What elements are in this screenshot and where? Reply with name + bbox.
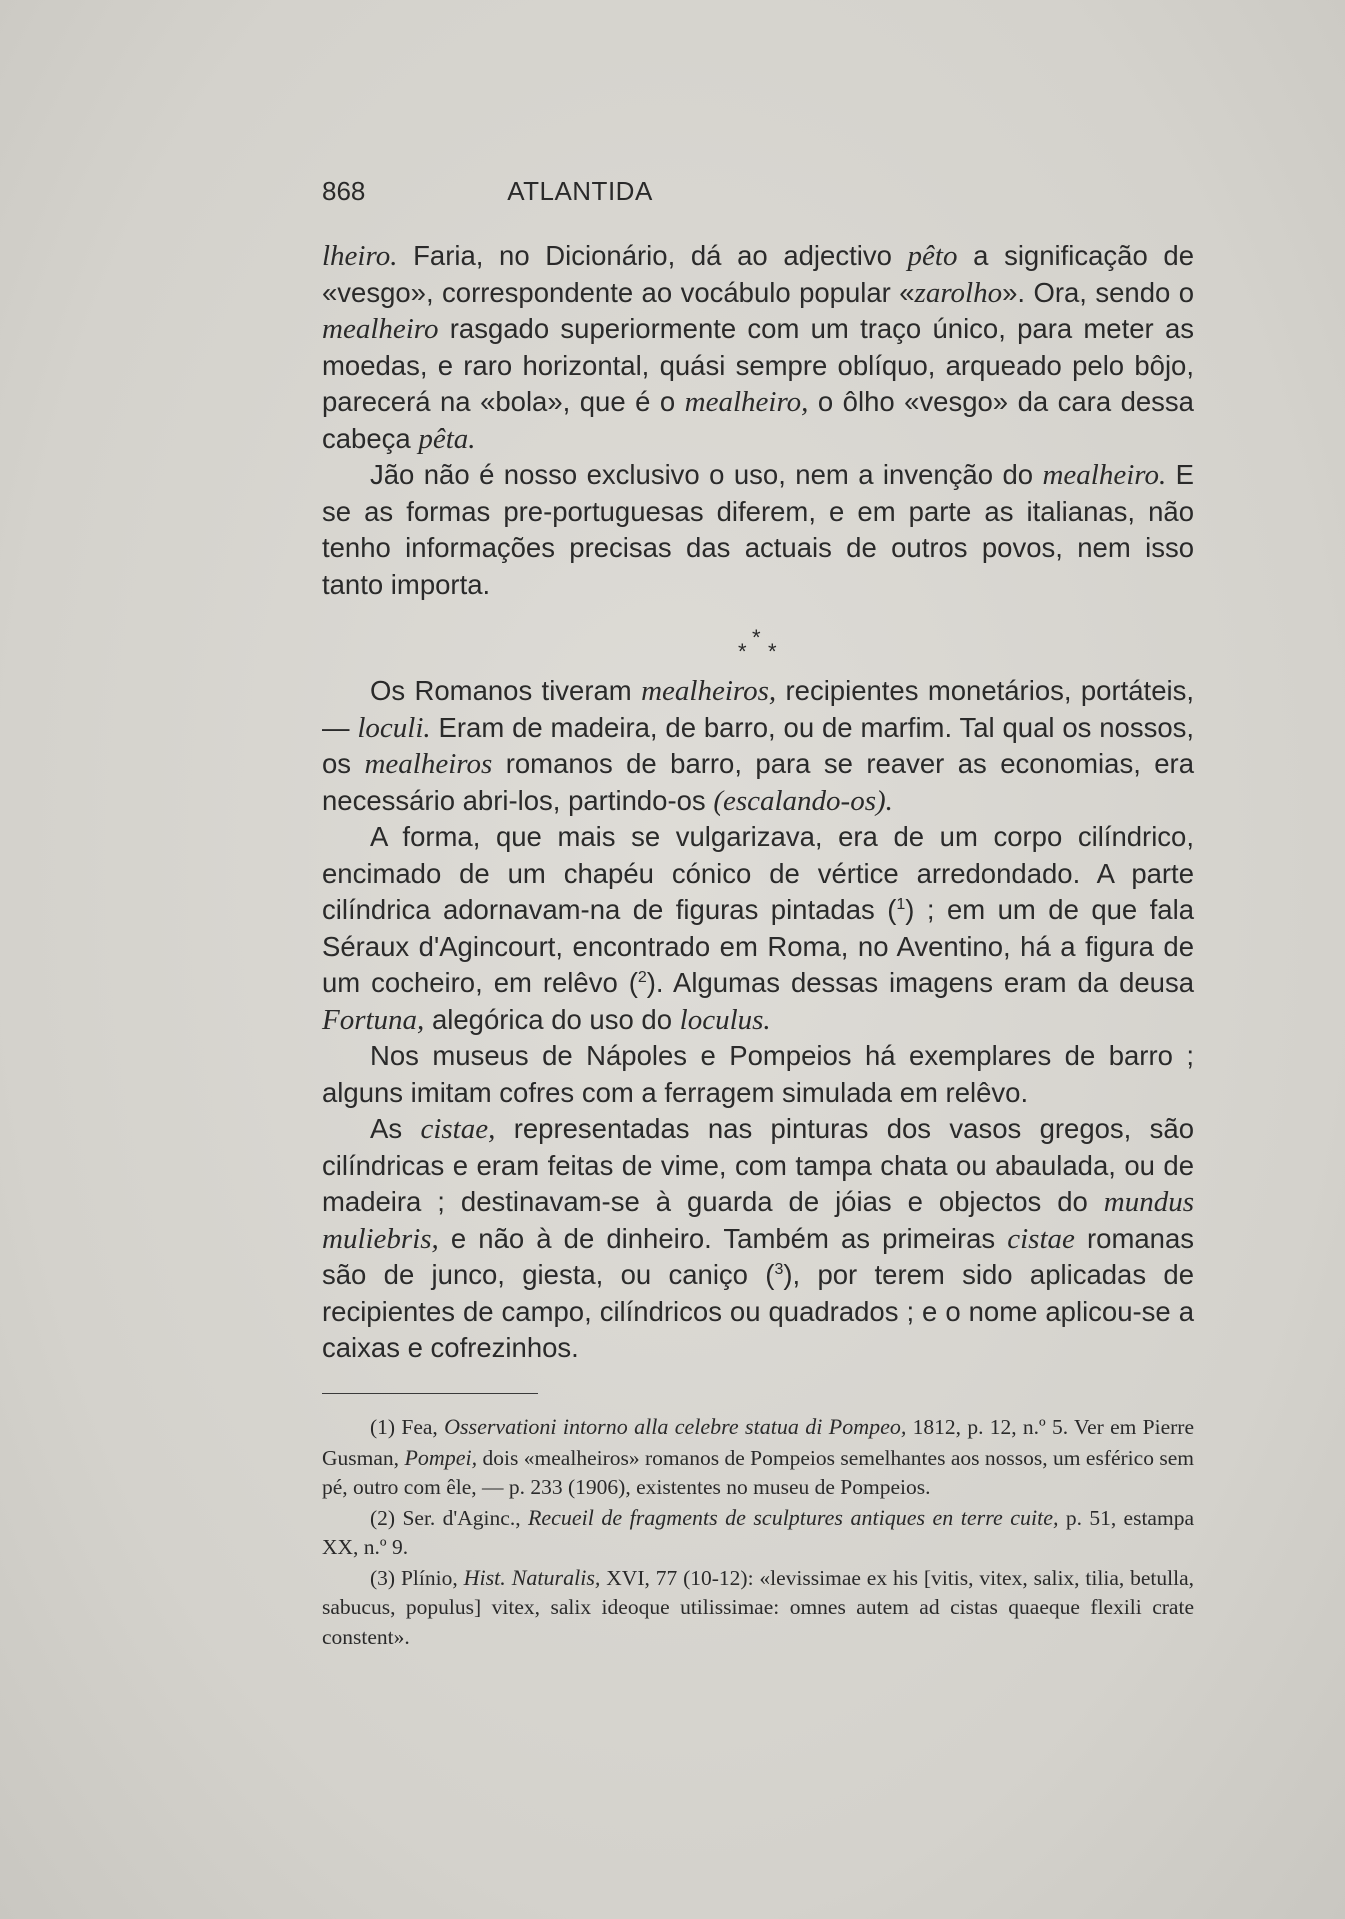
body-text: [322, 238, 1194, 1367]
footnotes: [322, 1412, 1194, 1652]
italic-term: cistae,: [420, 1113, 496, 1145]
paragraph-4: [322, 819, 1194, 1038]
text-run: recipientes monetários, portáteis, —: [322, 675, 1194, 743]
italic-term: Hist. Naturalis,: [463, 1564, 601, 1590]
text-run: romanos de barro, para se reaver as economias, era necessário abri-los, partindo-os: [322, 748, 1195, 816]
footnote-ref: 3: [774, 1260, 784, 1278]
text-run: Faria, no Dicionário, dá ao adjectivo: [397, 240, 908, 271]
separator-star: *: [738, 639, 747, 664]
text-run: Jão não é nosso exclusivo o uso, nem a invenção do: [370, 459, 1043, 490]
text-run: Eram de madeira, de barro, ou de marfim. Tal qual os nossos, os: [322, 711, 1195, 779]
italic-term: mealheiro,: [684, 386, 809, 418]
paragraph-1: [322, 238, 1194, 457]
footnote-mark: (1): [370, 1415, 396, 1439]
page-number: 868: [322, 176, 366, 206]
text-run: alegórica do uso do: [424, 1003, 680, 1035]
text-run: romanas são de junco, giesta, ou caniço (: [322, 1222, 1194, 1290]
footnote-2: [322, 1503, 1194, 1563]
paragraph-6: [322, 1111, 1194, 1367]
text-run: ). Algumas dessas imagens eram da deusa: [646, 967, 1194, 998]
text-run: XVI, 77 (10-12): «levissimae ex his [vitis, vitex, salix, tilia, betulla, sabucus, populus] vitex, salix ideoque utilissimae: omnes autem ad cistas quaeque flexili crate constent».: [322, 1565, 1194, 1649]
italic-term: pêta.: [418, 422, 476, 455]
page-header: [322, 170, 838, 210]
separator-star: *: [752, 625, 761, 650]
text-run: Fea,: [395, 1415, 445, 1439]
text-run: ) ; em um de que fala Séraux d'Agincourt, encontrado em Roma, no Aventino, há a figura de um cocheiro, em relêvo (: [322, 894, 1194, 998]
text-run: E se as formas pre-portuguesas diferem, e em parte as italianas, não tenho informações precisas das actuais de outros povos, nem isso tanto importa.: [322, 459, 1195, 600]
text-run: Plínio,: [395, 1565, 464, 1590]
text-run: ». Ora, sendo o: [1002, 276, 1194, 308]
footnote-3: [322, 1563, 1194, 1653]
text-run: representadas nas pinturas dos vasos gregos, são cilíndricas e eram feitas de vime, com tampa chata ou abaulada, ou de madeira ; destinavam-se à guarda de jóias e objectos do: [322, 1113, 1194, 1217]
italic-term: mealheiros: [364, 748, 493, 780]
text-run: As: [370, 1113, 421, 1144]
italic-term: Recueil de fragments de sculptures antiques en terre cuite,: [527, 1504, 1059, 1530]
italic-term: lheiro.: [322, 240, 398, 272]
italic-term: mealheiros,: [641, 675, 777, 707]
footnote-ref: 1: [896, 895, 906, 913]
italic-term: loculi.: [357, 711, 431, 744]
italic-term: Pompei,: [404, 1444, 478, 1470]
italic-term: mundus muliebris,: [322, 1186, 1194, 1255]
italic-term: loculus.: [679, 1003, 771, 1036]
text-run: 1812, p. 12, n.º 5. Ver em Pierre Gusman,: [322, 1415, 1194, 1470]
footnote-mark: (3): [370, 1565, 396, 1590]
text-run: A forma, que mais se vulgarizava, era de um corpo cilíndrico, encimado de um chapéu cónico de vértice arredondado. A parte cilíndrica adornavam-na de figuras pintadas (: [322, 821, 1194, 925]
italic-term: (escalando-os).: [713, 784, 893, 817]
italic-term: mealheiro: [322, 313, 439, 345]
running-title: ATLANTIDA: [507, 176, 653, 206]
section-separator: [322, 611, 1194, 669]
paragraph-2: [322, 457, 1194, 603]
italic-term: mealheiro.: [1042, 459, 1167, 491]
italic-term: Fortuna,: [322, 1003, 425, 1036]
italic-term: pêto: [907, 240, 958, 272]
text-run: p. 51, estampa XX, n.º 9.: [322, 1505, 1194, 1559]
footnote-1: [322, 1412, 1194, 1503]
italic-term: zarolho: [914, 276, 1003, 309]
text-run: ), por terem sido aplicadas de recipientes de campo, cilíndricos ou quadrados ; e o nome aplicou-se a caixas e cofrezinhos.: [322, 1259, 1194, 1363]
text-run: Ser. d'Aginc.,: [395, 1505, 528, 1530]
paragraph-3: [322, 673, 1194, 819]
italic-term: cistae: [1007, 1222, 1075, 1255]
text-run: e não à de dinheiro. Também as primeiras: [438, 1222, 1008, 1254]
italic-term: Osservationi intorno alla celebre statua di Pompeo,: [444, 1414, 907, 1439]
separator-star: *: [768, 639, 777, 664]
text-run: Os Romanos tiveram: [370, 675, 642, 706]
text-run: rasgado superiormente com um traço único, para meter as moedas, e raro horizontal, quási sempre oblíquo, arqueado pelo bôjo, parecerá na «bola», que é o: [322, 313, 1194, 417]
footnote-rule: [322, 1393, 538, 1394]
footnote-ref: 2: [637, 968, 647, 986]
text-run: o ôlho «vesgo» da cara dessa cabeça: [322, 386, 1194, 454]
text-run: dois «mealheiros» romanos de Pompeios semelhantes aos nossos, um esférico sem pé, outro com êle, — p. 233 (1906), existentes no museu de Pompeios.: [322, 1445, 1194, 1499]
paragraph-5: Nos museus de Nápoles e Pompeios há exemplares de barro ; alguns imitam cofres com a ferragem simulada em relêvo.: [322, 1040, 1194, 1108]
footnote-mark: (2): [370, 1505, 396, 1530]
text-run: a significação de «vesgo», correspondente ao vocábulo popular «: [322, 240, 1194, 308]
